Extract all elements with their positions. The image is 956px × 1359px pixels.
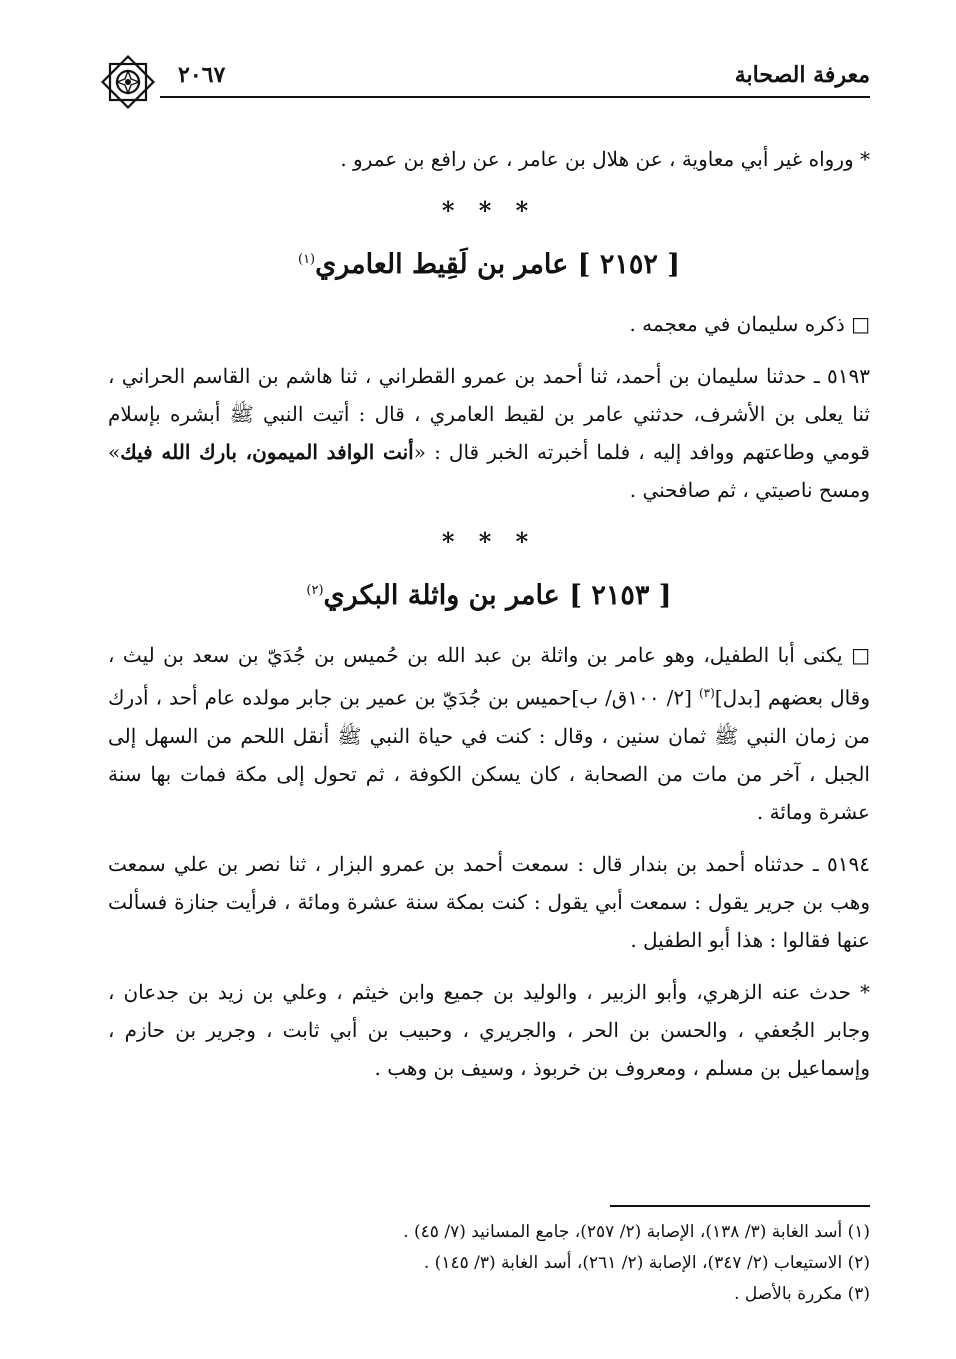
hadith-end: » ومسح ناصيتي ، ثم صافحني . — [108, 440, 870, 502]
footnote-rule — [610, 1205, 870, 1207]
footnote-3: (٣) مكررة بالأصل . — [734, 1284, 870, 1304]
entry-heading-2153 — [108, 569, 870, 618]
hadith-quote: أنت الوافد الميمون، بارك الله فيك — [120, 440, 414, 464]
footnote-1: (١) أسد الغابة (٣/ ١٣٨)، الإصابة (٢/ ٢٥٧)، جامع المسانيد (٧/ ٤٥) . — [403, 1222, 870, 1242]
narrators-list: * حدث عنه الزهري، وأبو الزبير ، والوليد بن جميع وابن خيثم ، وعلي بن زيد بن جدعان ، وجابر الجُعفي ، والحسن بن الحر ، والجريري ، وحبيب بن أبي ثابت ، وجرير بن حازم ، وإسماعيل بن مسلم ، ومعروف بن خربوذ ، وسيف بن وهب . — [108, 979, 870, 1080]
page-header — [100, 58, 870, 110]
intro-note: * ورواه غير أبي معاوية ، عن هلال بن عامر ، عن رافع بن عمرو . — [340, 147, 870, 171]
footnote-ref-3: (٣) — [698, 686, 715, 700]
bio-text-1: □ يكنى أبا الطفيل، وهو عامر بن واثلة بن عبد الله بن حُميس بن جُدَيّ بن سعد بن ليث ، وقال بعضهم [بدل] — [108, 643, 870, 710]
section-separator-2: * * * — [441, 527, 537, 556]
star-ornament-icon — [96, 50, 160, 114]
footnote-ref-1: (١) — [297, 252, 316, 267]
footnotes — [108, 1205, 870, 1310]
book-title: معرفة الصحابة — [734, 62, 870, 88]
entry-biography — [108, 636, 870, 831]
page-number: ٢٠٦٧ — [178, 62, 226, 88]
footnote-2: (٢) الاستيعاب (٢/ ٣٤٧)، الإصابة (٢/ ٢٦١)، أسد الغابة (٣/ ١٤٥) . — [423, 1253, 870, 1273]
entry-heading-text: [ ٢١٥٢ ] عامر بن لَقِيط العامري — [315, 249, 681, 280]
section-separator: * * * — [441, 196, 537, 225]
header-rule — [160, 96, 870, 98]
hadith-5194: ٥١٩٤ ـ حدثناه أحمد بن بندار قال : سمعت أحمد بن عمرو البزار ، ثنا نصر بن علي سمعت وهب بن جرير يقول : سمعت أبي يقول : كنت بمكة سنة عشرة ومائة ، فرأيت جنازة فسألت عنها فقالوا : هذا أبو الطفيل . — [108, 851, 870, 952]
page-body — [108, 140, 870, 1101]
entry-heading-2152 — [108, 238, 870, 287]
footnote-ref-2: (٢) — [306, 583, 324, 598]
bio-text-2: [٢/ ١٠٠ق/ ب]حميس بن جُدَيّ بن عمير بن جابر مولده عام أحد ، أدرك من زمان النبي ﷺ ثمان سنين ، وقال : كنت في حياة النبي ﷺ أنقل اللحم من السهل إلى الجبل ، آخر من مات من الصحابة ، كان يسكن الكوفة ، ثم تحول إلى مكة فمات بها سنة عشرة ومائة . — [108, 685, 870, 824]
hadith-5193 — [108, 357, 870, 509]
hadith-text: ٥١٩٣ ـ حدثنا سليمان بن أحمد، ثنا أحمد بن عمرو القطراني ، ثنا هاشم بن القاسم الحراني ، ثنا يعلى بن الأشرف، حدثني عامر بن لقيط العامري ، قال : أتيت النبي ﷺ أبشره بإسلام قومي وطاعتهم ووافد إليه ، فلما أخبرته الخبر قال : « — [108, 364, 870, 464]
entry-mention: □ ذكره سليمان في معجمه . — [629, 312, 870, 336]
entry-heading-text: [ ٢١٥٣ ] عامر بن واثلة البكري — [323, 580, 672, 611]
